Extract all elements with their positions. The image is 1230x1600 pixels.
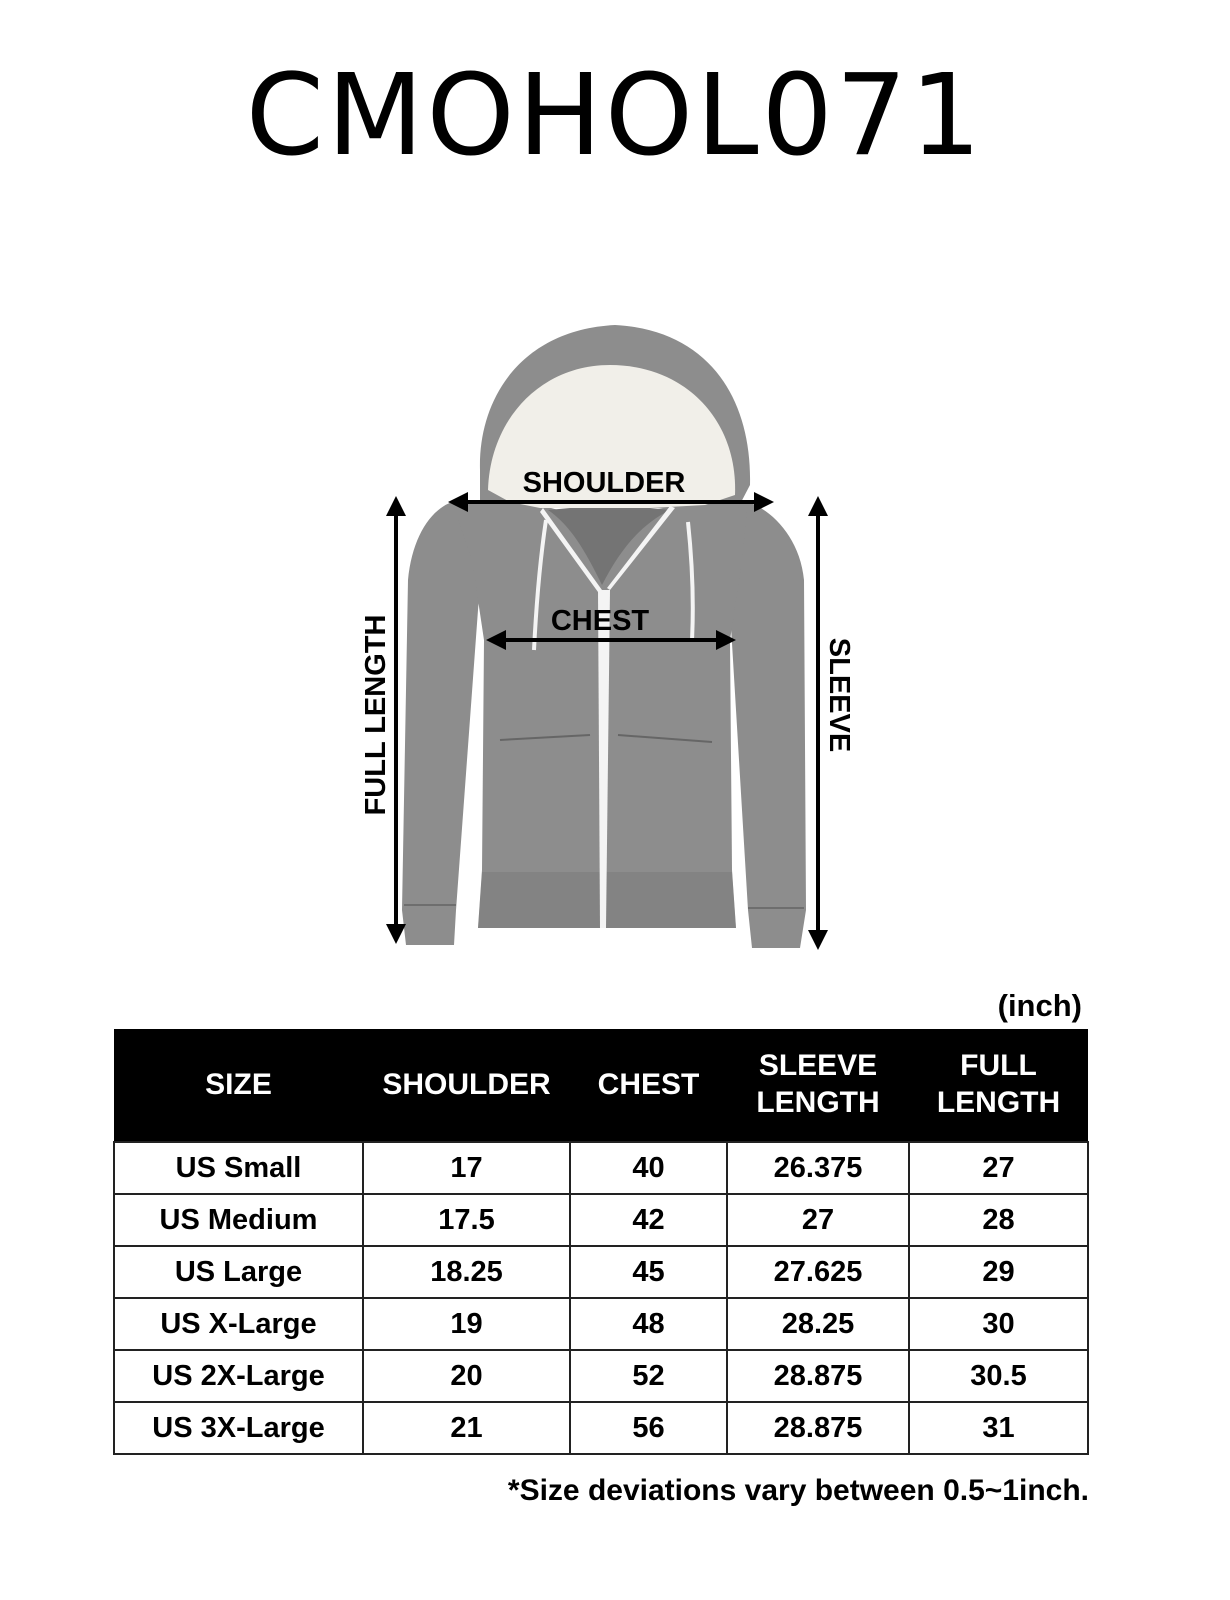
cell-full-length: 27 <box>909 1142 1088 1194</box>
cell-size: US Medium <box>114 1194 363 1246</box>
cell-chest: 40 <box>570 1142 727 1194</box>
table-row <box>114 1350 1088 1402</box>
table-header-row <box>114 1029 1088 1142</box>
table-row <box>114 1142 1088 1194</box>
cell-size: US Large <box>114 1246 363 1298</box>
cell-chest: 52 <box>570 1350 727 1402</box>
hem-band <box>478 872 736 928</box>
cell-size: US 3X-Large <box>114 1402 363 1454</box>
cell-sleeve-length: 28.875 <box>727 1350 909 1402</box>
cell-shoulder: 21 <box>363 1402 570 1454</box>
sleeve-label: SLEEVE <box>823 637 855 753</box>
header-size: SIZE <box>114 1029 363 1142</box>
cell-size: US X-Large <box>114 1298 363 1350</box>
cell-full-length: 28 <box>909 1194 1088 1246</box>
product-code-title: CMOHOL071 <box>245 51 985 181</box>
cell-size: US Small <box>114 1142 363 1194</box>
header-chest: CHEST <box>570 1029 727 1142</box>
size-chart-table <box>113 1029 1089 1455</box>
table-row <box>114 1194 1088 1246</box>
left-sleeve <box>402 502 485 945</box>
full-length-label: FULL LENGTH <box>360 614 392 816</box>
cell-sleeve-length: 28.875 <box>727 1402 909 1454</box>
cell-sleeve-length: 27 <box>727 1194 909 1246</box>
table-row <box>114 1246 1088 1298</box>
cell-shoulder: 18.25 <box>363 1246 570 1298</box>
header-full-length: FULL LENGTH <box>909 1029 1088 1142</box>
cell-full-length: 30.5 <box>909 1350 1088 1402</box>
chest-label: CHEST <box>550 605 650 637</box>
table-row <box>114 1402 1088 1454</box>
cell-chest: 45 <box>570 1246 727 1298</box>
cell-shoulder: 20 <box>363 1350 570 1402</box>
header-shoulder: SHOULDER <box>363 1029 570 1142</box>
cell-full-length: 31 <box>909 1402 1088 1454</box>
cell-shoulder: 17 <box>363 1142 570 1194</box>
header-sleeve-length: SLEEVE LENGTH <box>727 1029 909 1142</box>
cell-shoulder: 17.5 <box>363 1194 570 1246</box>
size-deviation-note: *Size deviations vary between 0.5~1inch. <box>507 1474 1089 1507</box>
cell-sleeve-length: 27.625 <box>727 1246 909 1298</box>
cell-sleeve-length: 26.375 <box>727 1142 909 1194</box>
cell-chest: 56 <box>570 1402 727 1454</box>
cell-size: US 2X-Large <box>114 1350 363 1402</box>
cell-full-length: 30 <box>909 1298 1088 1350</box>
hoodie-measurement-diagram <box>340 310 880 970</box>
cell-chest: 42 <box>570 1194 727 1246</box>
table-row <box>114 1298 1088 1350</box>
cell-shoulder: 19 <box>363 1298 570 1350</box>
cell-full-length: 29 <box>909 1246 1088 1298</box>
shoulder-label: SHOULDER <box>522 467 686 499</box>
cell-sleeve-length: 28.25 <box>727 1298 909 1350</box>
unit-label: (inch) <box>997 988 1082 1023</box>
cell-chest: 48 <box>570 1298 727 1350</box>
